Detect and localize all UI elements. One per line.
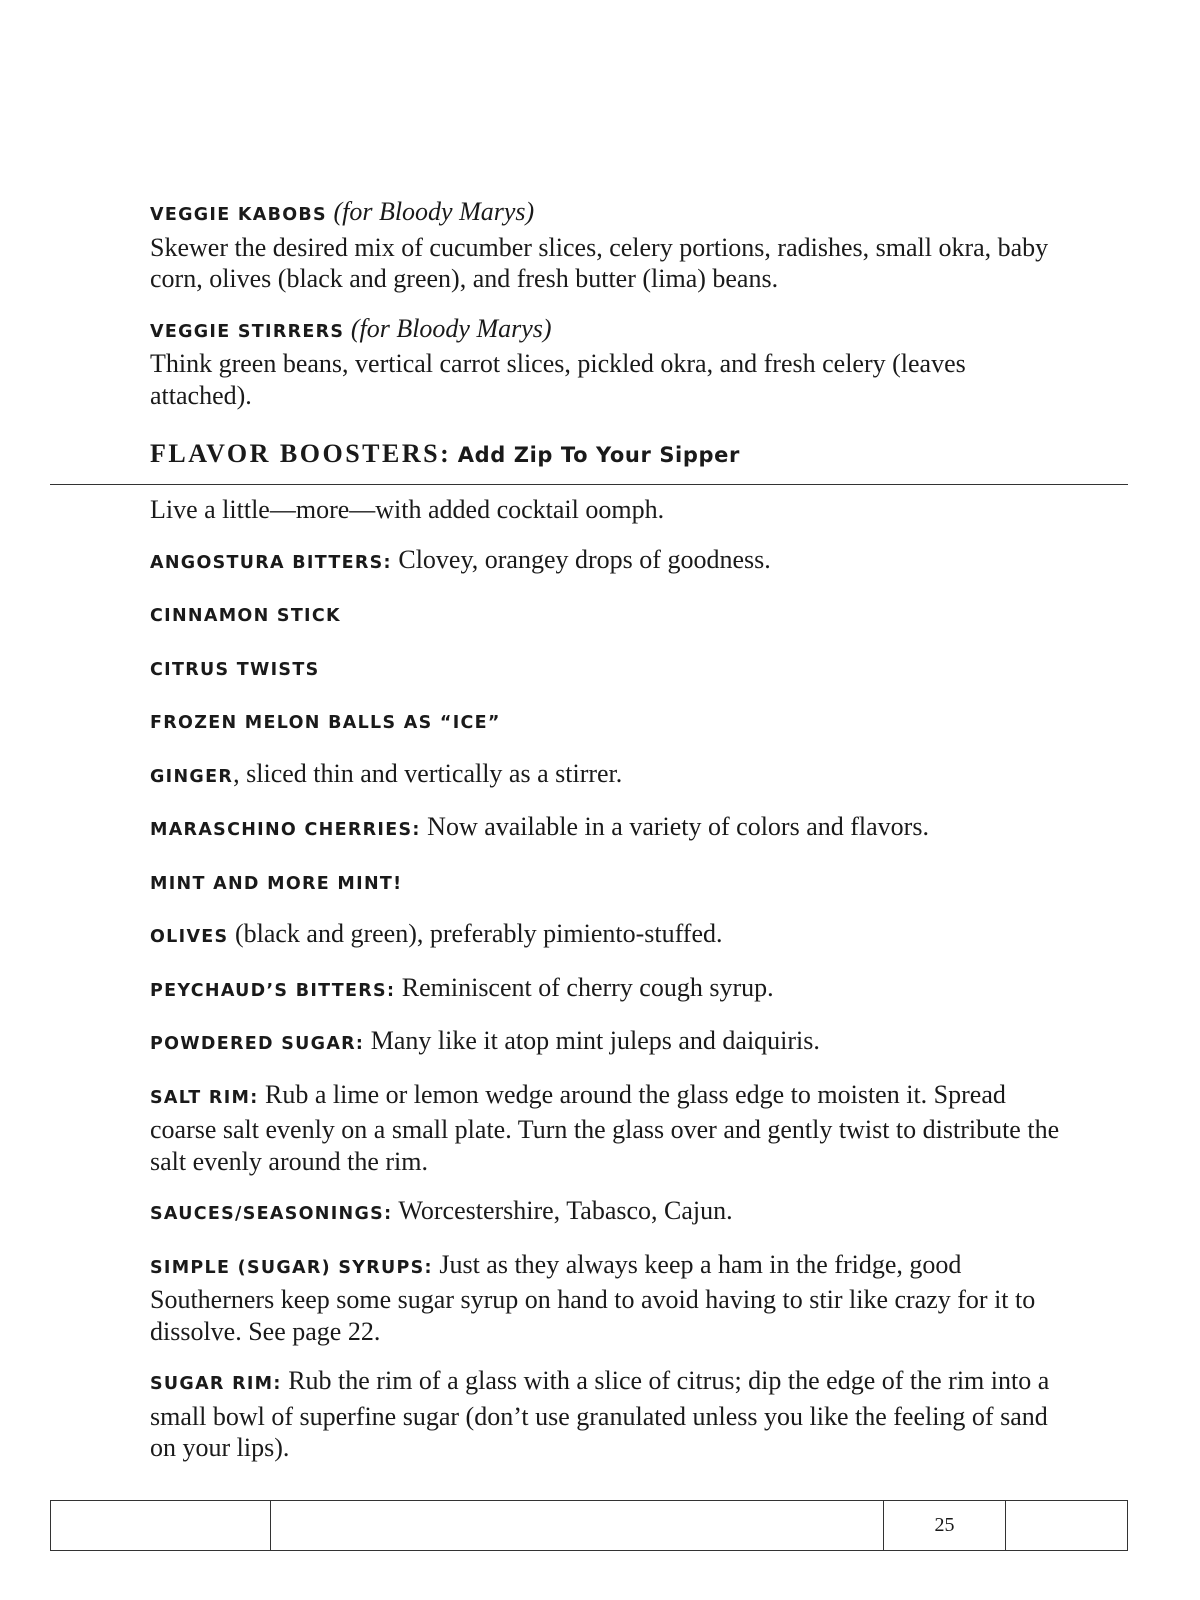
list-item bbox=[150, 544, 1060, 580]
item-text: Clovey, orangey drops of goodness. bbox=[398, 544, 771, 574]
item-term: MARASCHINO CHERRIES: bbox=[150, 820, 421, 840]
item-term: POWDERED SUGAR: bbox=[150, 1034, 365, 1054]
item-text: Just as they always keep a ham in the fridge, good Southerners keep some sugar syrup on hand to avoid having to stir like crazy for it to dissolve. See page 22. bbox=[150, 1249, 1036, 1346]
item-text: Many like it atop mint juleps and daiquiris. bbox=[370, 1026, 820, 1055]
item-term: MINT AND MORE MINT! bbox=[150, 873, 403, 894]
section-title: FLAVOR BOOSTERS: bbox=[150, 439, 452, 468]
footer-cell bbox=[51, 1501, 271, 1550]
section-intro: Live a little—more—with added cocktail oomph. bbox=[150, 495, 665, 524]
list-item bbox=[150, 651, 1060, 687]
list-item bbox=[150, 1249, 1060, 1348]
entry-note: (for Bloody Marys) bbox=[350, 313, 552, 343]
item-text: Reminiscent of cherry cough syrup. bbox=[401, 972, 774, 1002]
entry-term: VEGGIE KABOBS bbox=[150, 205, 327, 225]
item-term: CITRUS TWISTS bbox=[150, 659, 320, 680]
list-item bbox=[150, 597, 1060, 633]
page-number: 25 bbox=[884, 1501, 1006, 1550]
page-footer bbox=[50, 1500, 1128, 1551]
veggie-stirrers-entry bbox=[150, 313, 1070, 412]
entry-term: VEGGIE STIRRERS bbox=[150, 321, 345, 342]
list-item bbox=[150, 1079, 1060, 1178]
entry-text: Skewer the desired mix of cucumber slices, celery portions, radishes, small okra, baby corn, olives (black and green), and fresh butter (lima) beans. bbox=[150, 232, 1049, 293]
list-item bbox=[150, 1025, 1060, 1061]
item-term: OLIVES bbox=[150, 927, 229, 947]
item-term: ANGOSTURA BITTERS: bbox=[150, 552, 392, 573]
item-term: SUGAR RIM: bbox=[150, 1374, 282, 1394]
list-item bbox=[150, 811, 1060, 847]
veggie-section bbox=[150, 196, 1070, 411]
entry-note: (for Bloody Marys) bbox=[333, 197, 535, 226]
item-term: GINGER bbox=[150, 766, 234, 787]
list-item bbox=[150, 972, 1060, 1008]
item-text: Worcestershire, Tabasco, Cajun. bbox=[398, 1196, 733, 1225]
item-text: Rub the rim of a glass with a slice of citrus; dip the edge of the rim into a small bowl of superfine sugar (don’t use granulated unless you like the feeling of sand on your lips). bbox=[150, 1366, 1050, 1462]
item-text: , sliced thin and vertically as a stirrer. bbox=[233, 758, 623, 788]
footer-cell bbox=[271, 1501, 884, 1550]
item-term: FROZEN MELON BALLS AS “ICE” bbox=[150, 713, 501, 733]
item-term: PEYCHAUD’S BITTERS: bbox=[150, 980, 396, 1001]
list-item bbox=[150, 1195, 1060, 1231]
veggie-kabobs-entry bbox=[150, 196, 1070, 295]
item-text: (black and green), preferably pimiento-stuffed. bbox=[234, 919, 723, 948]
flavor-boosters-list bbox=[150, 494, 1060, 1482]
list-item bbox=[150, 758, 1060, 794]
footer-cell bbox=[1006, 1501, 1127, 1550]
item-term: SALT RIM: bbox=[150, 1087, 259, 1108]
section-divider bbox=[50, 484, 1128, 485]
item-term: SAUCES/SEASONINGS: bbox=[150, 1204, 393, 1224]
entry-text: Think green beans, vertical carrot slices, pickled okra, and fresh celery (leaves attached). bbox=[150, 349, 966, 410]
item-term: SIMPLE (SUGAR) SYRUPS: bbox=[150, 1257, 433, 1278]
section-heading bbox=[150, 438, 740, 471]
item-term: CINNAMON STICK bbox=[150, 606, 341, 626]
list-item bbox=[150, 918, 1060, 954]
list-item bbox=[150, 704, 1060, 740]
item-text: Rub a lime or lemon wedge around the glass edge to moisten it. Spread coarse salt evenly on a small plate. Turn the glass over and gently twist to distribute the salt evenly around the rim. bbox=[150, 1079, 1060, 1176]
item-text: Now available in a variety of colors and flavors. bbox=[427, 812, 929, 841]
section-subtitle: Add Zip To Your Sipper bbox=[457, 443, 740, 467]
list-item bbox=[150, 1365, 1060, 1464]
list-item bbox=[150, 865, 1060, 901]
